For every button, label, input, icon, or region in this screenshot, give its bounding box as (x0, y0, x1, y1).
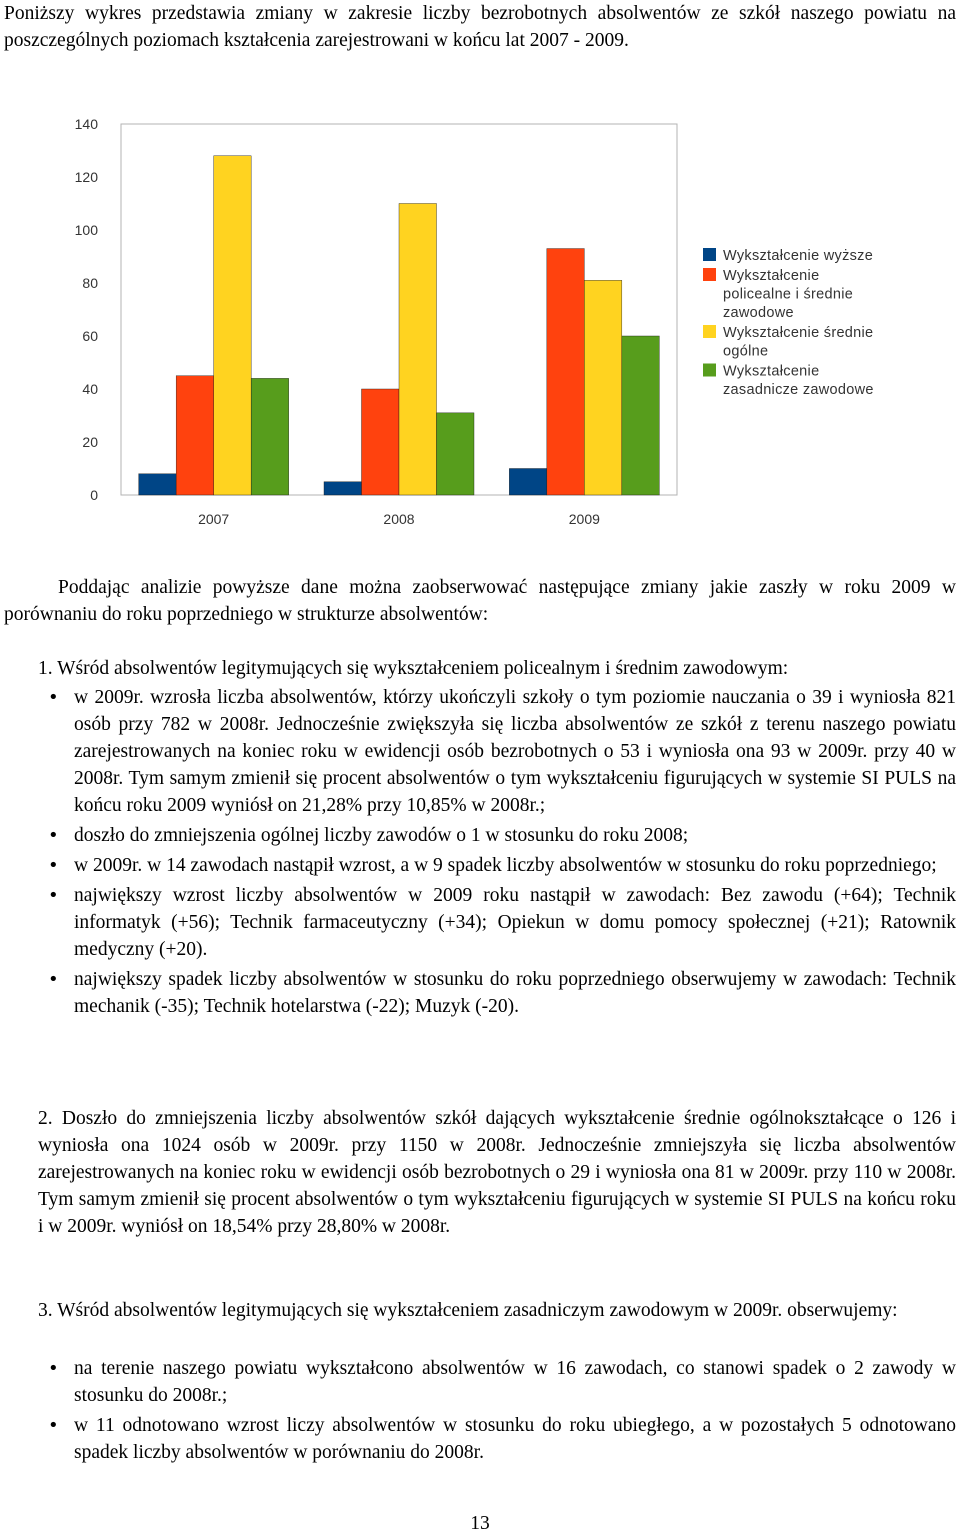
bullet-icon: • (48, 825, 59, 846)
legend-label: ogólne (723, 343, 769, 360)
bullet-icon: • (48, 687, 59, 708)
legend-label: policealne i średnie (723, 286, 854, 303)
page-number: 13 (470, 1513, 490, 1534)
bar-chart (0, 0, 960, 545)
y-tick-label: 80 (82, 275, 98, 291)
legend-swatch (703, 248, 716, 261)
bullet-icon: • (48, 1415, 59, 1436)
legend-label: Wykształcenie wyższe (723, 248, 874, 264)
y-tick-label: 60 (82, 328, 98, 344)
y-axis-ticks (75, 116, 99, 503)
legend-label: Wykształcenie (723, 268, 820, 284)
legend-label: zawodowe (723, 305, 794, 321)
list-item: • największy wzrost liczby absolwentów w 2009 roku nastąpił w zawodach: Bez zawodu (+64); Technik informatyk (+56); Technik farmaceutyczny (+34); Opiekun w domu pomocy społecznej (+21); Ratownik medyczny (+20). (74, 882, 956, 963)
legend-swatch (703, 364, 716, 377)
legend-label: Wykształcenie średnie (723, 325, 874, 341)
bullet-icon: • (48, 855, 59, 876)
y-tick-label: 20 (82, 434, 98, 450)
list-item: • w 2009r. wzrosła liczba absolwentów, którzy ukończyli szkoły o tym poziomie nauczania o 39 i wyniosła 821 osób przy 782 w 2008r. Jednocześnie zwiększyła się liczba absolwentów ze szkół z terenu naszego powiatu zarejestrowanych na koniec roku w ewidencji osób bezrobotnych o 53 i wyniosła ona 93 w 2009r. przy 40 w 2008r. Tym samym zmienił się procent absolwentów o tym wykształceniu figurujących w systemie SI PULS na końcu roku 2009 wyniósł on 21,28% przy 10,85% w 2008r.; (74, 684, 956, 819)
x-tick-label: 2007 (198, 511, 230, 527)
y-tick-label: 0 (90, 487, 98, 503)
bullet-icon: • (48, 885, 59, 906)
bullet-icon: • (48, 1358, 59, 1379)
section-2-paragraph: 2. Doszło do zmniejszenia liczby absolwentów szkół dających wykształcenie średnie ogólnokształcące o 126 i wyniosła ona 1024 osób w 2009r. przy 1150 w 2008r. Jednocześnie zmniejszyła się liczba absolwentów zarejestrowanych na koniec roku w ewidencji osób bezrobotnych o 29 i wyniosła ona 81 w 2009r. przy 110 w 2008r. Tym samym zmienił się procent absolwentów o tym wykształceniu figurujących w systemie SI PULS na końcu roku i w 2009r. wyniósł on 18,54% przy 28,80% w 2008r. (38, 1108, 956, 1237)
section-1-heading: 1. Wśród absolwentów legitymujących się wykształceniem policealnym i średnim zawodowym: (38, 658, 789, 679)
list-item: • doszło do zmniejszenia ogólnej liczby zawodów o 1 w stosunku do roku 2008; (74, 822, 956, 849)
bar (399, 204, 437, 496)
bar (251, 378, 289, 495)
bar (324, 482, 362, 495)
legend-label: Wykształcenie (723, 363, 820, 380)
chart-legend (703, 248, 874, 398)
x-tick-label: 2008 (383, 511, 415, 527)
list-item: • największy spadek liczby absolwentów w stosunku do roku poprzedniego obserwujemy w zawodach: Technik mechanik (-35); Technik hotelarstwa (-22); Muzyk (-20). (74, 966, 956, 1020)
bar (176, 376, 214, 495)
bar (437, 413, 475, 495)
bar (622, 336, 660, 495)
intro-paragraph: Poniższy wykres przedstawia zmiany w zakresie liczby bezrobotnych absolwentów ze szkół naszego powiatu na poszczególnych poziomach kształcenia zarejestrowani w końcu lat 2007 - 2009. (4, 3, 956, 51)
bar (214, 156, 252, 495)
legend-label: zasadnicze zawodowe (723, 382, 874, 398)
y-tick-label: 140 (74, 116, 98, 132)
legend-swatch (703, 325, 716, 338)
section-3-list (48, 1355, 956, 1466)
y-tick-label: 40 (82, 381, 98, 397)
bullet-icon: • (48, 969, 59, 990)
section-1-list (48, 684, 956, 1020)
bar (547, 249, 585, 495)
y-tick-label: 100 (74, 222, 98, 238)
x-tick-label: 2009 (568, 511, 600, 527)
bar (139, 474, 177, 495)
y-tick-label: 120 (74, 169, 98, 185)
bar (362, 389, 400, 495)
bar (584, 280, 622, 495)
bar (509, 469, 547, 496)
list-item: • w 2009r. w 14 zawodach nastąpił wzrost, a w 9 spadek liczby absolwentów w stosunku do roku poprzedniego; (74, 852, 956, 879)
list-item: • na terenie naszego powiatu wykształcono absolwentów w 16 zawodach, co stanowi spadek o 2 zawody w stosunku do 2008r.; (74, 1355, 956, 1409)
legend-swatch (703, 268, 716, 281)
section-3-heading: 3. Wśród absolwentów legitymujących się wykształceniem zasadniczym zawodowym w 2009r. obserwujemy: (38, 1300, 898, 1321)
x-axis-labels (198, 511, 600, 527)
analysis-lead: Poddając analizie powyższe dane można zaobserwować następujące zmiany jakie zaszły w roku 2009 w porównaniu do roku poprzedniego w strukturze absolwentów: (4, 577, 956, 625)
list-item: • w 11 odnotowano wzrost liczy absolwentów w stosunku do roku ubiegłego, a w pozostałych 5 odnotowano spadek liczby absolwentów w porównaniu do 2008r. (74, 1412, 956, 1466)
